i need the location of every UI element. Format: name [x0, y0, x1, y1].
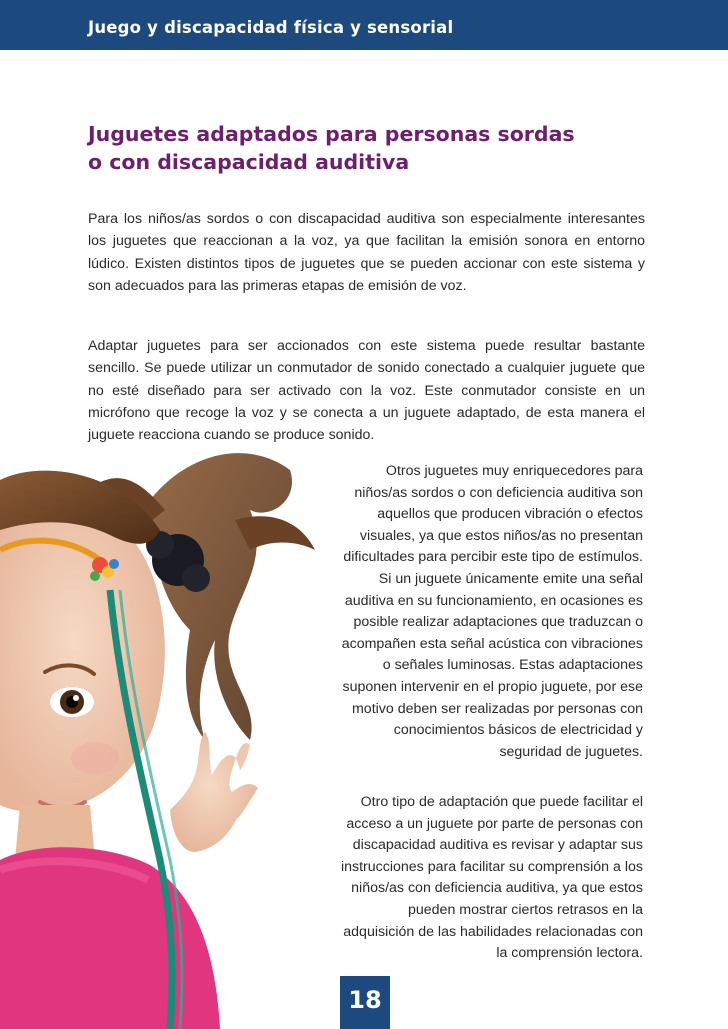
section-title-line-1: Juguetes adaptados para personas sordas — [88, 122, 575, 146]
section-title — [88, 120, 648, 176]
body-paragraph-2: Adaptar juguetes para ser accionados con este sistema puede resultar bastante sencillo. Se puede utilizar un conmutador de sonido conectado a cualquier juguete que no esté diseñado para ser activado con la voz. Este conmutador consiste en un micrófono que recoge la voz y se conecta a un juguete adaptado, de esta manera el juguete reacciona cuando se produce sonido. — [88, 338, 645, 444]
right-column-paragraph-1: Otros juguetes muy enriquecedores para niños/as sordos o con deficiencia auditiva son aquellos que producen vibración o efectos visuales, ya que estos niños/as no presentan dificultades para percibir este tipo de estímulos. Si un juguete únicamente emite una señal auditiva en su funcionamiento, en ocasiones es posible realizar adaptaciones que traduzcan o acompañen esta señal acústica con vibraciones o señales luminosas. Estas adaptaciones suponen intervenir en el propio juguete, por ese motivo deben ser realizadas por personas con conocimientos básicos de electricidad y seguridad de juguetes. — [341, 463, 643, 760]
body-paragraph-1: Para los niños/as sordos o con discapacidad auditiva son especialmente interesantes los juguetes que reaccionan a la voz, ya que facilitan la emisión sonora en entorno lúdico. Existen distintos tipos de juguetes que se pueden accionar con este sistema y son adecuados para las primeras etapas de emisión de voz. — [88, 211, 645, 294]
header-bar — [0, 0, 728, 50]
running-header-title: Juego y discapacidad física y sensorial — [88, 18, 454, 37]
page-number-box — [340, 976, 390, 1029]
right-column-paragraph-2: Otro tipo de adaptación que puede facilitar el acceso a un juguete por parte de personas con discapacidad auditiva es revisar y adaptar sus instrucciones para facilitar su comprensión a los niños/as con deficiencia auditiva, ya que estos pueden mostrar ciertos retrasos en la adquisición de las habilidades relacionadas con la comprensión lectora. — [340, 794, 643, 962]
girl-with-stethoscope-photo — [0, 440, 380, 1029]
section-title-line-2: o con discapacidad auditiva — [88, 150, 410, 174]
page-number: 18 — [348, 986, 382, 1014]
